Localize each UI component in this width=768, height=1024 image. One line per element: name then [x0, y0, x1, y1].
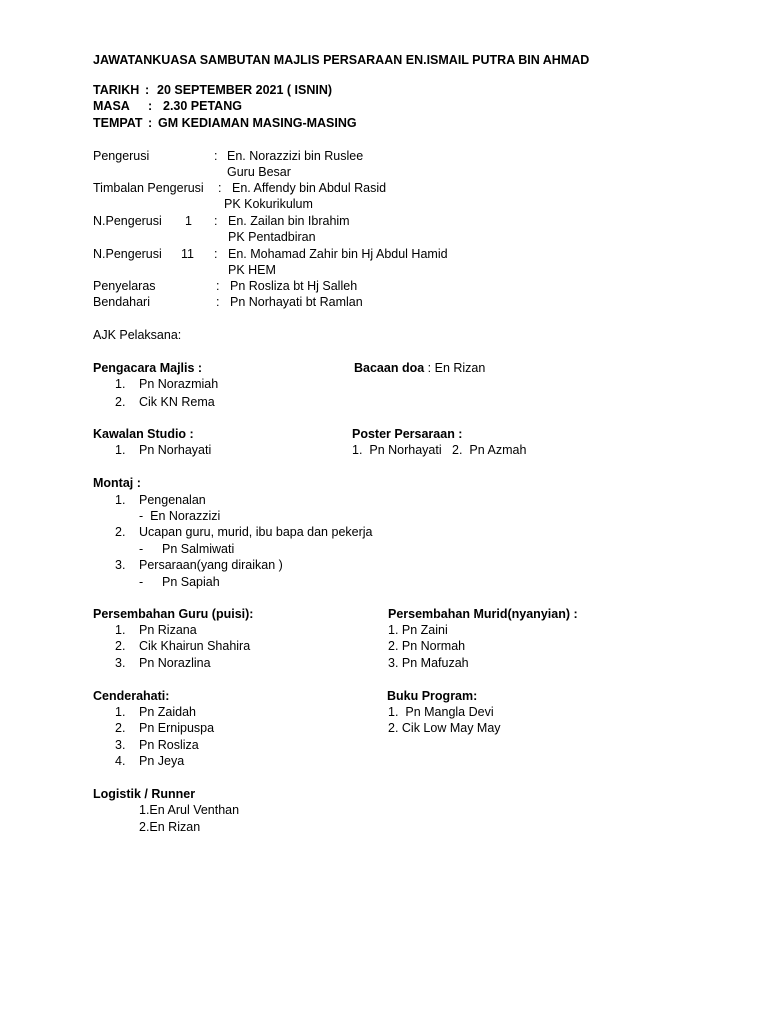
list-number: 4. [115, 754, 126, 768]
pengerusi-role: Guru Besar [227, 165, 291, 179]
persembahan-murid-item: 3. Pn Mafuzah [388, 656, 469, 670]
bendahari-colon: : [216, 295, 220, 309]
bendahari-name: Pn Norhayati bt Ramlan [230, 295, 363, 309]
np1-role: PK Pentadbiran [228, 230, 316, 244]
persembahan-guru-item: Pn Norazlina [139, 656, 211, 670]
timbalan-colon: : [218, 181, 222, 195]
cenderahati-item: Pn Rosliza [139, 738, 199, 752]
penyelaras-name: Pn Rosliza bt Hj Salleh [230, 279, 358, 293]
bendahari-label: Bendahari [93, 295, 150, 309]
masa-colon: : [148, 99, 153, 113]
np2-label: N.Pengerusi [93, 247, 162, 261]
penyelaras-colon: : [216, 279, 220, 293]
list-number: 2. [115, 395, 126, 409]
montaj-item: Pengenalan [139, 493, 206, 507]
document-title: JAWATANKUASA SAMBUTAN MAJLIS PERSARAAN EN.ISMAIL PUTRA BIN AHMAD [93, 53, 590, 67]
timbalan-role: PK Kokurikulum [224, 197, 313, 211]
persembahan-guru-heading: Persembahan Guru (puisi): [93, 607, 254, 621]
cenderahati-heading: Cenderahati: [93, 689, 170, 703]
cenderahati-item: Pn Jeya [139, 754, 185, 768]
np1-number: 1 [185, 214, 192, 228]
list-number: 1. [115, 443, 126, 457]
montaj-dash: - [139, 542, 144, 556]
ajk-heading: AJK Pelaksana: [93, 328, 182, 342]
list-number: 2. [115, 639, 126, 653]
np2-number: 11 [181, 247, 194, 261]
montaj-sub: Pn Salmiwati [162, 542, 235, 556]
np2-colon: : [214, 247, 218, 261]
tarikh-label: TARIKH [93, 83, 140, 97]
np1-name: En. Zailan bin Ibrahim [228, 214, 350, 228]
bacaan-doa-label: Bacaan doa [354, 361, 425, 375]
pengerusi-label: Pengerusi [93, 149, 150, 163]
montaj-heading: Montaj : [93, 476, 141, 490]
pengacara-item: Cik KN Rema [139, 395, 215, 409]
list-number: 3. [115, 656, 126, 670]
persembahan-guru-item: Cik Khairun Shahira [139, 639, 251, 653]
timbalan-label: Timbalan Pengerusi [93, 181, 204, 195]
buku-program-heading: Buku Program: [387, 689, 478, 703]
buku-program-item: 1. Pn Mangla Devi [388, 705, 494, 719]
list-number: 3. [115, 558, 126, 572]
list-number: 2. [115, 721, 126, 735]
montaj-item: Persaraan(yang diraikan ) [139, 558, 283, 572]
list-number: 1. [115, 705, 126, 719]
list-number: 1. [115, 623, 126, 637]
bacaan-doa-value: : En Rizan [427, 361, 486, 375]
persembahan-murid-item: 2. Pn Normah [388, 639, 466, 653]
list-number: 1. [115, 493, 126, 507]
pengacara-item: Pn Norazmiah [139, 377, 219, 391]
logistik-item: 1.En Arul Venthan [139, 803, 240, 817]
montaj-item: Ucapan guru, murid, ibu bapa dan pekerja [139, 525, 373, 539]
kawalan-studio-heading: Kawalan Studio : [93, 427, 194, 441]
pengerusi-colon: : [214, 149, 218, 163]
cenderahati-item: Pn Ernipuspa [139, 721, 215, 735]
tarikh-colon: : [145, 83, 150, 97]
penyelaras-label: Penyelaras [93, 279, 156, 293]
bacaan-doa [354, 360, 485, 376]
poster-heading: Poster Persaraan : [352, 427, 463, 441]
persembahan-murid-heading: Persembahan Murid(nyanyian) : [388, 607, 578, 621]
np1-colon: : [214, 214, 218, 228]
montaj-dash: - [139, 575, 144, 589]
list-number: 2. [115, 525, 126, 539]
np2-role: PK HEM [228, 263, 276, 277]
montaj-sub: - En Norazzizi [139, 509, 221, 523]
montaj-sub: Pn Sapiah [162, 575, 220, 589]
tempat-value: GM KEDIAMAN MASING-MASING [158, 116, 357, 130]
poster-line: 1. Pn Norhayati 2. Pn Azmah [352, 443, 527, 457]
kawalan-studio-item: Pn Norhayati [139, 443, 212, 457]
buku-program-item: 2. Cik Low May May [388, 721, 501, 735]
np1-label: N.Pengerusi [93, 214, 162, 228]
logistik-heading: Logistik / Runner [93, 787, 196, 801]
tarikh-value: 20 SEPTEMBER 2021 ( ISNIN) [157, 83, 333, 97]
pengacara-heading: Pengacara Majlis : [93, 361, 203, 375]
tempat-label: TEMPAT [93, 116, 143, 130]
masa-value: 2.30 PETANG [163, 99, 242, 113]
list-number: 1. [115, 377, 126, 391]
masa-label: MASA [93, 99, 130, 113]
list-number: 3. [115, 738, 126, 752]
logistik-item: 2.En Rizan [139, 820, 201, 834]
persembahan-guru-item: Pn Rizana [139, 623, 197, 637]
tempat-colon: : [148, 116, 153, 130]
cenderahati-item: Pn Zaidah [139, 705, 196, 719]
timbalan-name: En. Affendy bin Abdul Rasid [232, 181, 387, 195]
pengerusi-name: En. Norazzizi bin Ruslee [227, 149, 364, 163]
persembahan-murid-item: 1. Pn Zaini [388, 623, 448, 637]
np2-name: En. Mohamad Zahir bin Hj Abdul Hamid [228, 247, 448, 261]
